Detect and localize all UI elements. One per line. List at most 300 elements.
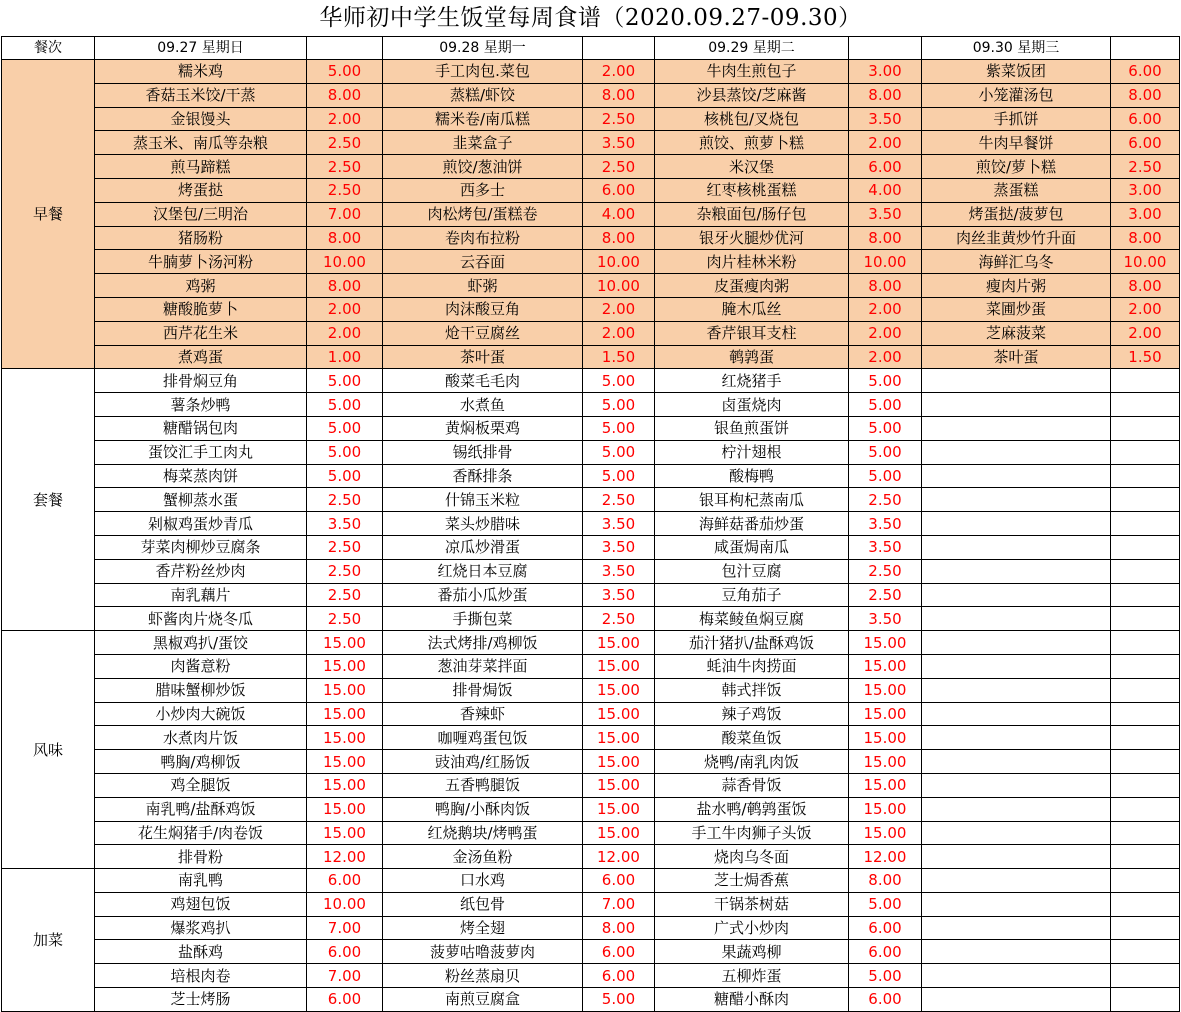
dish-price: 5.00 xyxy=(307,369,383,393)
dish-price: 6.00 xyxy=(583,178,655,202)
dish-price: 10.00 xyxy=(307,250,383,274)
dish-name xyxy=(922,440,1111,464)
menu-row xyxy=(2,226,1180,250)
dish-name: 小笼灌汤包 xyxy=(922,83,1111,107)
dish-price: 8.00 xyxy=(583,916,655,940)
dish-name: 煎饺、煎萝卜糕 xyxy=(655,131,849,155)
dish-price: 8.00 xyxy=(307,226,383,250)
dish-price: 8.00 xyxy=(307,274,383,298)
dish-name: 豉油鸡/红肠饭 xyxy=(383,750,583,774)
dish-name xyxy=(922,726,1111,750)
dish-name: 蚝油牛肉捞面 xyxy=(655,654,849,678)
dish-name xyxy=(922,988,1111,1012)
dish-name: 糖醋小酥肉 xyxy=(655,988,849,1012)
dish-name xyxy=(922,416,1111,440)
dish-name xyxy=(922,702,1111,726)
menu-row xyxy=(2,250,1180,274)
dish-name: 茶叶蛋 xyxy=(383,345,583,369)
dish-price: 2.50 xyxy=(1111,155,1180,179)
dish-price: 2.50 xyxy=(307,607,383,631)
dish-price: 1.00 xyxy=(307,345,383,369)
dish-name xyxy=(922,750,1111,774)
dish-price xyxy=(1111,940,1180,964)
dish-price: 6.00 xyxy=(583,940,655,964)
dish-name: 烧鸭/南乳肉饭 xyxy=(655,750,849,774)
dish-name: 煎马蹄糕 xyxy=(95,155,307,179)
dish-name: 皮蛋瘦肉粥 xyxy=(655,274,849,298)
dish-name: 红烧鹅块/烤鸭蛋 xyxy=(383,821,583,845)
dish-name: 海鲜汇乌冬 xyxy=(922,250,1111,274)
dish-price: 15.00 xyxy=(307,654,383,678)
dish-price: 15.00 xyxy=(583,797,655,821)
dish-name xyxy=(922,845,1111,869)
menu-row xyxy=(2,678,1180,702)
dish-price: 15.00 xyxy=(307,678,383,702)
menu-row xyxy=(2,797,1180,821)
dish-name: 剁椒鸡蛋炒青瓜 xyxy=(95,512,307,536)
dish-name: 蒸蛋糕 xyxy=(922,178,1111,202)
dish-price xyxy=(1111,750,1180,774)
menu-row xyxy=(2,892,1180,916)
dish-name: 西芹花生米 xyxy=(95,321,307,345)
dish-price: 8.00 xyxy=(849,869,922,893)
dish-price: 2.00 xyxy=(583,60,655,84)
menu-row xyxy=(2,607,1180,631)
dish-price: 15.00 xyxy=(849,678,922,702)
dish-price: 8.00 xyxy=(1111,83,1180,107)
dish-price: 3.00 xyxy=(1111,178,1180,202)
dish-price: 2.50 xyxy=(307,559,383,583)
dish-price xyxy=(1111,369,1180,393)
menu-row xyxy=(2,535,1180,559)
dish-price: 7.00 xyxy=(583,892,655,916)
dish-price xyxy=(1111,464,1180,488)
dish-name: 水煮鱼 xyxy=(383,393,583,417)
menu-row xyxy=(2,821,1180,845)
dish-price: 8.00 xyxy=(1111,274,1180,298)
dish-price: 15.00 xyxy=(583,773,655,797)
meal-column-header: 餐次 xyxy=(2,37,95,60)
meal-category: 套餐 xyxy=(2,369,95,631)
dish-name: 糖醋锅包肉 xyxy=(95,416,307,440)
dish-price: 15.00 xyxy=(583,702,655,726)
dish-price: 10.00 xyxy=(1111,250,1180,274)
dish-name: 培根肉卷 xyxy=(95,964,307,988)
day-header: 09.30 星期三 xyxy=(922,37,1111,60)
dish-price: 5.00 xyxy=(849,393,922,417)
menu-row xyxy=(2,583,1180,607)
dish-price: 15.00 xyxy=(849,631,922,655)
menu-row xyxy=(2,702,1180,726)
dish-price: 3.50 xyxy=(849,607,922,631)
dish-name: 腌木瓜丝 xyxy=(655,297,849,321)
dish-price: 15.00 xyxy=(849,750,922,774)
dish-price: 2.00 xyxy=(849,131,922,155)
dish-price: 2.00 xyxy=(849,345,922,369)
dish-name: 西多士 xyxy=(383,178,583,202)
dish-price: 2.00 xyxy=(849,321,922,345)
dish-price: 15.00 xyxy=(849,702,922,726)
dish-name xyxy=(922,654,1111,678)
dish-price: 6.00 xyxy=(1111,131,1180,155)
dish-price: 2.00 xyxy=(583,297,655,321)
dish-name: 酸菜毛毛肉 xyxy=(383,369,583,393)
dish-price xyxy=(1111,916,1180,940)
dish-name: 干锅茶树菇 xyxy=(655,892,849,916)
dish-name: 炝干豆腐丝 xyxy=(383,321,583,345)
dish-name: 爆浆鸡扒 xyxy=(95,916,307,940)
dish-name: 手工肉包.菜包 xyxy=(383,60,583,84)
dish-price: 5.00 xyxy=(583,369,655,393)
dish-name: 紫菜饭团 xyxy=(922,60,1111,84)
dish-price: 15.00 xyxy=(307,702,383,726)
dish-name: 芝士焗香蕉 xyxy=(655,869,849,893)
dish-price: 2.50 xyxy=(307,178,383,202)
dish-price: 3.50 xyxy=(583,512,655,536)
dish-price: 15.00 xyxy=(307,726,383,750)
menu-row xyxy=(2,440,1180,464)
dish-price: 15.00 xyxy=(307,631,383,655)
dish-price: 3.50 xyxy=(583,559,655,583)
dish-name: 葱油芽菜拌面 xyxy=(383,654,583,678)
dish-price: 6.00 xyxy=(1111,60,1180,84)
menu-row xyxy=(2,559,1180,583)
dish-name: 香芹银耳支柱 xyxy=(655,321,849,345)
dish-price: 15.00 xyxy=(849,726,922,750)
dish-price: 15.00 xyxy=(583,750,655,774)
dish-price: 2.00 xyxy=(307,321,383,345)
dish-price: 12.00 xyxy=(583,845,655,869)
dish-name: 手工牛肉狮子头饭 xyxy=(655,821,849,845)
dish-name: 煎饺/葱油饼 xyxy=(383,155,583,179)
menu-row xyxy=(2,297,1180,321)
menu-row xyxy=(2,369,1180,393)
dish-name: 酸梅鸭 xyxy=(655,464,849,488)
dish-name: 广式小炒肉 xyxy=(655,916,849,940)
dish-price: 5.00 xyxy=(583,988,655,1012)
dish-price: 8.00 xyxy=(1111,226,1180,250)
dish-price xyxy=(1111,892,1180,916)
dish-price: 2.50 xyxy=(307,488,383,512)
dish-price xyxy=(1111,845,1180,869)
menu-row xyxy=(2,131,1180,155)
menu-row xyxy=(2,202,1180,226)
dish-name: 肉丝韭黄炒竹升面 xyxy=(922,226,1111,250)
dish-name: 虾酱肉片烧冬瓜 xyxy=(95,607,307,631)
dish-name: 猪肠粉 xyxy=(95,226,307,250)
menu-row xyxy=(2,964,1180,988)
dish-name: 蒜香骨饭 xyxy=(655,773,849,797)
day-header: 09.28 星期一 xyxy=(383,37,583,60)
menu-row xyxy=(2,345,1180,369)
menu-row xyxy=(2,773,1180,797)
dish-name xyxy=(922,678,1111,702)
dish-name: 蟹柳蒸水蛋 xyxy=(95,488,307,512)
price-column-header xyxy=(307,37,383,60)
dish-price: 15.00 xyxy=(307,750,383,774)
dish-price: 2.50 xyxy=(849,488,922,512)
dish-name: 芝麻菠菜 xyxy=(922,321,1111,345)
dish-price xyxy=(1111,797,1180,821)
dish-name: 金汤鱼粉 xyxy=(383,845,583,869)
dish-name: 肉松烤包/蛋糕卷 xyxy=(383,202,583,226)
dish-price: 6.00 xyxy=(849,916,922,940)
menu-table xyxy=(1,36,1180,1012)
dish-name: 纸包骨 xyxy=(383,892,583,916)
dish-name: 卷肉布拉粉 xyxy=(383,226,583,250)
dish-name: 汉堡包/三明治 xyxy=(95,202,307,226)
dish-price: 2.50 xyxy=(583,155,655,179)
dish-price: 15.00 xyxy=(583,726,655,750)
dish-name: 花生焖猪手/肉卷饭 xyxy=(95,821,307,845)
dish-price: 3.50 xyxy=(307,512,383,536)
dish-name: 柠汁翅根 xyxy=(655,440,849,464)
dish-price: 3.50 xyxy=(849,512,922,536)
meal-category: 加菜 xyxy=(2,869,95,1012)
dish-name xyxy=(922,631,1111,655)
dish-price: 15.00 xyxy=(849,821,922,845)
dish-name: 香芹粉丝炒肉 xyxy=(95,559,307,583)
dish-name: 小炒肉大碗饭 xyxy=(95,702,307,726)
dish-price: 15.00 xyxy=(849,797,922,821)
menu-row xyxy=(2,631,1180,655)
dish-name: 南乳鸭 xyxy=(95,869,307,893)
dish-price xyxy=(1111,535,1180,559)
dish-name: 番茄小瓜炒蛋 xyxy=(383,583,583,607)
dish-name: 鸡粥 xyxy=(95,274,307,298)
dish-price: 15.00 xyxy=(583,678,655,702)
menu-row xyxy=(2,274,1180,298)
dish-price: 10.00 xyxy=(307,892,383,916)
dish-price: 2.00 xyxy=(1111,321,1180,345)
menu-row xyxy=(2,988,1180,1012)
day-header: 09.29 星期二 xyxy=(655,37,849,60)
dish-price: 7.00 xyxy=(307,202,383,226)
meal-category: 风味 xyxy=(2,631,95,869)
dish-name xyxy=(922,869,1111,893)
dish-price: 8.00 xyxy=(583,83,655,107)
dish-price xyxy=(1111,773,1180,797)
dish-name: 银耳枸杞蒸南瓜 xyxy=(655,488,849,512)
dish-name: 茄汁猪扒/盐酥鸡饭 xyxy=(655,631,849,655)
menu-row xyxy=(2,750,1180,774)
menu-row xyxy=(2,60,1180,84)
dish-name: 黑椒鸡扒/蛋饺 xyxy=(95,631,307,655)
dish-price: 10.00 xyxy=(583,274,655,298)
dish-name: 茶叶蛋 xyxy=(922,345,1111,369)
dish-name: 盐水鸭/鹌鹑蛋饭 xyxy=(655,797,849,821)
dish-price: 5.00 xyxy=(307,60,383,84)
menu-row xyxy=(2,512,1180,536)
dish-price: 6.00 xyxy=(1111,107,1180,131)
dish-name: 韩式拌饭 xyxy=(655,678,849,702)
menu-row xyxy=(2,107,1180,131)
menu-row xyxy=(2,726,1180,750)
dish-name: 黄焖板栗鸡 xyxy=(383,416,583,440)
dish-price xyxy=(1111,869,1180,893)
dish-name: 梅菜蒸肉饼 xyxy=(95,464,307,488)
dish-price: 8.00 xyxy=(849,274,922,298)
meal-category: 早餐 xyxy=(2,60,95,369)
dish-price: 12.00 xyxy=(849,845,922,869)
dish-name: 排骨焗饭 xyxy=(383,678,583,702)
dish-name: 香菇玉米饺/干蒸 xyxy=(95,83,307,107)
dish-price: 5.00 xyxy=(583,416,655,440)
dish-name: 糯米鸡 xyxy=(95,60,307,84)
dish-name: 香辣虾 xyxy=(383,702,583,726)
dish-name xyxy=(922,892,1111,916)
dish-price: 6.00 xyxy=(849,988,922,1012)
dish-price xyxy=(1111,488,1180,512)
dish-name: 牛肉早餐饼 xyxy=(922,131,1111,155)
dish-name: 海鲜菇番茄炒蛋 xyxy=(655,512,849,536)
dish-price: 7.00 xyxy=(307,916,383,940)
menu-row xyxy=(2,654,1180,678)
dish-name: 盐酥鸡 xyxy=(95,940,307,964)
dish-name: 肉片桂林米粉 xyxy=(655,250,849,274)
dish-name: 薯条炒鸭 xyxy=(95,393,307,417)
dish-price: 8.00 xyxy=(849,226,922,250)
dish-price: 6.00 xyxy=(849,940,922,964)
dish-price: 15.00 xyxy=(583,821,655,845)
dish-name: 芽菜肉柳炒豆腐条 xyxy=(95,535,307,559)
dish-price xyxy=(1111,607,1180,631)
dish-name: 牛腩萝卜汤河粉 xyxy=(95,250,307,274)
dish-name: 云吞面 xyxy=(383,250,583,274)
dish-name: 银鱼煎蛋饼 xyxy=(655,416,849,440)
dish-name: 蛋饺汇手工肉丸 xyxy=(95,440,307,464)
page-title: 华师初中学生饭堂每周食谱（2020.09.27-09.30） xyxy=(319,5,862,31)
dish-price: 2.50 xyxy=(849,559,922,583)
dish-name: 蒸糕/虾饺 xyxy=(383,83,583,107)
dish-price: 2.00 xyxy=(583,321,655,345)
dish-name: 菠萝咕噜菠萝肉 xyxy=(383,940,583,964)
dish-price: 5.00 xyxy=(849,464,922,488)
dish-price xyxy=(1111,678,1180,702)
dish-name: 梅菜鲮鱼焖豆腐 xyxy=(655,607,849,631)
dish-name: 鸭胸/小酥肉饭 xyxy=(383,797,583,821)
dish-name xyxy=(922,940,1111,964)
dish-name: 粉丝蒸扇贝 xyxy=(383,964,583,988)
dish-name: 煎饺/萝卜糕 xyxy=(922,155,1111,179)
dish-price xyxy=(1111,654,1180,678)
dish-price xyxy=(1111,393,1180,417)
dish-name: 米汉堡 xyxy=(655,155,849,179)
dish-price: 2.50 xyxy=(307,583,383,607)
dish-name: 菜圃炒蛋 xyxy=(922,297,1111,321)
dish-price xyxy=(1111,964,1180,988)
dish-price: 15.00 xyxy=(307,797,383,821)
dish-name: 卤蛋烧肉 xyxy=(655,393,849,417)
dish-price: 1.50 xyxy=(1111,345,1180,369)
menu-row xyxy=(2,916,1180,940)
dish-name: 口水鸡 xyxy=(383,869,583,893)
dish-name xyxy=(922,488,1111,512)
dish-price: 6.00 xyxy=(583,869,655,893)
dish-name xyxy=(922,535,1111,559)
dish-price: 2.50 xyxy=(583,488,655,512)
dish-price: 12.00 xyxy=(307,845,383,869)
dish-price: 5.00 xyxy=(307,416,383,440)
dish-name: 五柳炸蛋 xyxy=(655,964,849,988)
dish-price: 5.00 xyxy=(307,440,383,464)
dish-price: 6.00 xyxy=(307,988,383,1012)
dish-name: 凉瓜炒滑蛋 xyxy=(383,535,583,559)
dish-price xyxy=(1111,702,1180,726)
dish-price: 3.00 xyxy=(849,60,922,84)
menu-row xyxy=(2,83,1180,107)
dish-price xyxy=(1111,631,1180,655)
dish-price: 3.50 xyxy=(849,202,922,226)
dish-price: 5.00 xyxy=(307,393,383,417)
dish-price: 5.00 xyxy=(583,393,655,417)
dish-price: 10.00 xyxy=(849,250,922,274)
dish-name xyxy=(922,559,1111,583)
dish-name: 杂粮面包/肠仔包 xyxy=(655,202,849,226)
dish-name: 糖酸脆萝卜 xyxy=(95,297,307,321)
dish-name xyxy=(922,464,1111,488)
menu-row xyxy=(2,321,1180,345)
dish-name: 辣子鸡饭 xyxy=(655,702,849,726)
dish-name: 红烧猪手 xyxy=(655,369,849,393)
dish-price xyxy=(1111,583,1180,607)
dish-name xyxy=(922,393,1111,417)
dish-name: 煮鸡蛋 xyxy=(95,345,307,369)
dish-price: 2.50 xyxy=(307,155,383,179)
dish-price: 15.00 xyxy=(583,654,655,678)
dish-price: 15.00 xyxy=(849,654,922,678)
dish-name xyxy=(922,916,1111,940)
dish-price: 1.50 xyxy=(583,345,655,369)
dish-name: 芝士烤肠 xyxy=(95,988,307,1012)
menu-row xyxy=(2,416,1180,440)
dish-price: 5.00 xyxy=(583,440,655,464)
dish-price: 15.00 xyxy=(307,773,383,797)
dish-name: 牛肉生煎包子 xyxy=(655,60,849,84)
dish-price: 2.00 xyxy=(307,107,383,131)
price-column-header xyxy=(1111,37,1180,60)
dish-name: 果蔬鸡柳 xyxy=(655,940,849,964)
dish-name xyxy=(922,773,1111,797)
dish-name: 银牙火腿炒优河 xyxy=(655,226,849,250)
dish-name: 鹌鹑蛋 xyxy=(655,345,849,369)
menu-row xyxy=(2,393,1180,417)
dish-price xyxy=(1111,559,1180,583)
dish-price: 4.00 xyxy=(583,202,655,226)
dish-name: 肉酱意粉 xyxy=(95,654,307,678)
dish-price: 5.00 xyxy=(307,464,383,488)
dish-name xyxy=(922,369,1111,393)
dish-name: 沙县蒸饺/芝麻酱 xyxy=(655,83,849,107)
dish-price: 3.50 xyxy=(583,131,655,155)
dish-name: 咖喱鸡蛋包饭 xyxy=(383,726,583,750)
dish-price: 2.00 xyxy=(1111,297,1180,321)
dish-price: 3.50 xyxy=(583,583,655,607)
dish-name: 肉沫酸豆角 xyxy=(383,297,583,321)
dish-price xyxy=(1111,440,1180,464)
dish-price: 15.00 xyxy=(307,821,383,845)
menu-row xyxy=(2,155,1180,179)
price-column-header xyxy=(849,37,922,60)
dish-name: 核桃包/叉烧包 xyxy=(655,107,849,131)
dish-name: 法式烤排/鸡柳饭 xyxy=(383,631,583,655)
dish-name: 烤蛋挞 xyxy=(95,178,307,202)
price-column-header xyxy=(583,37,655,60)
dish-price xyxy=(1111,512,1180,536)
dish-price: 2.50 xyxy=(583,607,655,631)
dish-price: 6.00 xyxy=(307,940,383,964)
dish-price: 5.00 xyxy=(849,416,922,440)
